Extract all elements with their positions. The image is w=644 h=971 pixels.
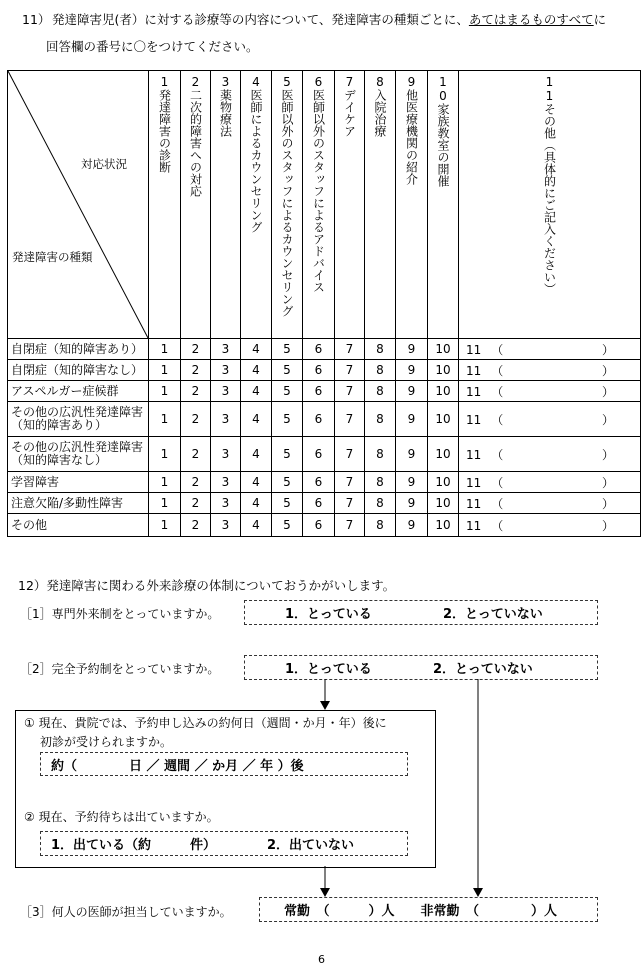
paren-close: ） (601, 384, 614, 399)
paren-open: （ (491, 518, 504, 533)
s3-question: ［3］何人の医師が担当していますか。 (20, 905, 232, 919)
column-header-label: 7デイケア (342, 75, 357, 137)
paren-close: ） (601, 475, 614, 490)
column-header-label: 2二次的障害への対応 (188, 75, 203, 197)
s3-answer[interactable]: 常勤 （ ）人 非常勤 （ ）人 (284, 904, 558, 919)
answer-option-4[interactable]: 4 (241, 402, 272, 437)
other-number: 11 (466, 342, 482, 357)
answer-option-3[interactable]: 3 (211, 360, 241, 381)
answer-option-8[interactable]: 8 (365, 493, 396, 514)
b2-option-1[interactable]: 1．出ている（約 件） (51, 838, 217, 853)
answer-option-7[interactable]: 7 (335, 437, 365, 472)
answer-option-7[interactable]: 7 (335, 339, 365, 360)
b1-question-line2: 初診が受けられますか。 (40, 735, 173, 749)
diag-top-label: 対応状況 (81, 157, 127, 171)
answer-option-6[interactable]: 6 (303, 339, 335, 360)
answer-option-5[interactable]: 5 (272, 472, 303, 493)
answer-option-9[interactable]: 9 (396, 339, 428, 360)
answer-option-4[interactable]: 4 (241, 437, 272, 472)
paren-open: （ (491, 496, 504, 511)
s1-option-2[interactable]: 2．とっていない (443, 607, 543, 622)
other-number: 11 (466, 475, 482, 490)
answer-option-10[interactable]: 10 (428, 437, 459, 472)
answer-option-2[interactable]: 2 (181, 472, 211, 493)
other-number: 11 (466, 412, 482, 427)
answer-option-4[interactable]: 4 (241, 381, 272, 402)
answer-option-10[interactable]: 10 (428, 514, 459, 537)
answer-option-5[interactable]: 5 (272, 493, 303, 514)
answer-option-7[interactable]: 7 (335, 402, 365, 437)
page-number: 6 (318, 953, 325, 966)
answer-option-8[interactable]: 8 (365, 402, 396, 437)
diag-bottom-label: 発達障害の種類 (12, 250, 93, 264)
answer-option-4[interactable]: 4 (241, 472, 272, 493)
answer-option-7[interactable]: 7 (335, 360, 365, 381)
answer-option-1[interactable]: 1 (149, 493, 181, 514)
paren-close: ） (601, 363, 614, 378)
paren-close: ） (601, 342, 614, 357)
answer-option-5[interactable]: 5 (272, 381, 303, 402)
answer-option-8[interactable]: 8 (365, 514, 396, 537)
answer-option-8[interactable]: 8 (365, 437, 396, 472)
answer-option-10[interactable]: 10 (428, 360, 459, 381)
answer-option-1[interactable]: 1 (149, 472, 181, 493)
answer-option-5[interactable]: 5 (272, 402, 303, 437)
s2-option-1[interactable]: 1．とっている (285, 662, 372, 677)
row-label: 自閉症（知的障害なし） (8, 360, 149, 381)
answer-option-5[interactable]: 5 (272, 514, 303, 537)
answer-option-3[interactable]: 3 (211, 514, 241, 537)
answer-option-4[interactable]: 4 (241, 339, 272, 360)
answer-option-6[interactable]: 6 (303, 472, 335, 493)
answer-option-8[interactable]: 8 (365, 381, 396, 402)
q11-text-underlined: あてはまるものすべて (468, 12, 594, 27)
paren-open: （ (491, 447, 504, 462)
paren-open: （ (491, 475, 504, 490)
paren-open: （ (491, 412, 504, 427)
other-number: 11 (466, 384, 482, 399)
answer-option-5[interactable]: 5 (272, 437, 303, 472)
s2-option-2[interactable]: 2．とっていない (433, 662, 533, 677)
row-label: その他 (8, 514, 149, 537)
s3-answer-box (259, 897, 598, 922)
row-label: その他の広汎性発達障害（知的障害なし） (8, 437, 149, 472)
answer-option-9[interactable]: 9 (396, 514, 428, 537)
q11-text-after: に (593, 12, 607, 27)
answer-option-1[interactable]: 1 (149, 437, 181, 472)
answer-option-7[interactable]: 7 (335, 381, 365, 402)
answer-option-8[interactable]: 8 (365, 360, 396, 381)
answer-option-6[interactable]: 6 (303, 402, 335, 437)
answer-option-10[interactable]: 10 (428, 472, 459, 493)
answer-option-9[interactable]: 9 (396, 360, 428, 381)
answer-option-9[interactable]: 9 (396, 381, 428, 402)
paren-open: （ (491, 342, 504, 357)
row-label: 学習障害 (8, 472, 149, 493)
answer-option-6[interactable]: 6 (303, 493, 335, 514)
answer-option-6[interactable]: 6 (303, 381, 335, 402)
q11-number: 11） (22, 12, 51, 27)
column-header-label: 4医師によるカウンセリング (249, 75, 263, 233)
answer-option-4[interactable]: 4 (241, 493, 272, 514)
answer-option-2[interactable]: 2 (181, 360, 211, 381)
b2-option-2[interactable]: 2．出ていない (267, 838, 355, 853)
q12-title: 12）発達障害に関わる外来診療の体制についておうかがいします。 (18, 578, 396, 593)
answer-option-9[interactable]: 9 (396, 493, 428, 514)
answer-option-10[interactable]: 10 (428, 402, 459, 437)
answer-option-2[interactable]: 2 (181, 437, 211, 472)
column-header-label: 11その他（具体的にご記入ください） (542, 75, 557, 295)
answer-option-2[interactable]: 2 (181, 514, 211, 537)
row-label: その他の広汎性発達障害（知的障害あり） (8, 402, 149, 437)
paren-close: ） (601, 496, 614, 511)
paren-close: ） (601, 412, 614, 427)
answer-option-3[interactable]: 3 (211, 381, 241, 402)
answer-option-2[interactable]: 2 (181, 339, 211, 360)
answer-option-5[interactable]: 5 (272, 339, 303, 360)
row-label: 注意欠陥/多動性障害 (8, 493, 149, 514)
b1-answer[interactable]: 約（ 日 ／ 週間 ／ か月 ／ 年 ）後 (51, 758, 304, 774)
answer-option-2[interactable]: 2 (181, 402, 211, 437)
b1-answer-box (40, 752, 408, 776)
answer-option-7[interactable]: 7 (335, 514, 365, 537)
other-number: 11 (466, 447, 482, 462)
answer-option-6[interactable]: 6 (303, 360, 335, 381)
s1-question: ［1］専門外来制をとっていますか。 (20, 607, 220, 621)
paren-close: ） (601, 518, 614, 533)
answer-option-2[interactable]: 2 (181, 493, 211, 514)
paren-close: ） (601, 447, 614, 462)
answer-option-5[interactable]: 5 (272, 360, 303, 381)
answer-option-3[interactable]: 3 (211, 493, 241, 514)
answer-option-3[interactable]: 3 (211, 402, 241, 437)
answer-option-9[interactable]: 9 (396, 437, 428, 472)
answer-option-1[interactable]: 1 (149, 339, 181, 360)
answer-option-4[interactable]: 4 (241, 514, 272, 537)
answer-option-3[interactable]: 3 (211, 339, 241, 360)
column-header-label: 6医師以外のスタッフによるアドバイス (311, 75, 326, 293)
other-number: 11 (466, 363, 482, 378)
answer-option-6[interactable]: 6 (303, 437, 335, 472)
column-header-label: 8入院治療 (373, 75, 387, 137)
answer-option-9[interactable]: 9 (396, 402, 428, 437)
column-header-label: 9他医療機関の紹介 (404, 75, 419, 185)
answer-option-1[interactable]: 1 (149, 402, 181, 437)
answer-option-7[interactable]: 7 (335, 472, 365, 493)
answer-option-4[interactable]: 4 (241, 360, 272, 381)
row-label: アスペルガー症候群 (8, 381, 149, 402)
answer-option-1[interactable]: 1 (149, 514, 181, 537)
answer-option-8[interactable]: 8 (365, 472, 396, 493)
column-header-label: 5医師以外のスタッフによるカウンセリング (280, 75, 294, 317)
answer-option-10[interactable]: 10 (428, 381, 459, 402)
q11-line2: 回答欄の番号に〇をつけてください。 (46, 39, 259, 54)
answer-option-3[interactable]: 3 (211, 437, 241, 472)
answer-option-1[interactable]: 1 (149, 360, 181, 381)
s1-option-1[interactable]: 1．とっている (285, 607, 372, 622)
answer-option-2[interactable]: 2 (181, 381, 211, 402)
row-label: 自閉症（知的障害あり） (8, 339, 149, 360)
b1-question-line1: ① 現在、貴院では、予約申し込みの約何日（週間・か月・年）後に (24, 716, 387, 730)
paren-open: （ (491, 363, 504, 378)
column-header-label: 10家族教室の開催 (436, 75, 450, 187)
other-number: 11 (466, 496, 482, 511)
answer-option-10[interactable]: 10 (428, 339, 459, 360)
answer-option-9[interactable]: 9 (396, 472, 428, 493)
answer-option-8[interactable]: 8 (365, 339, 396, 360)
q11-text-before: 発達障害児(者）に対する診療等の内容について、発達障害の種類ごとに、 (52, 12, 469, 27)
column-header-label: 1発達障害の診断 (157, 75, 172, 173)
column-header-label: 3薬物療法 (218, 75, 233, 137)
s2-question: ［2］完全予約制をとっていますか。 (20, 662, 220, 676)
paren-open: （ (491, 384, 504, 399)
answer-option-3[interactable]: 3 (211, 472, 241, 493)
answer-option-7[interactable]: 7 (335, 493, 365, 514)
answer-option-1[interactable]: 1 (149, 381, 181, 402)
answer-option-10[interactable]: 10 (428, 493, 459, 514)
b2-answer-box (40, 831, 408, 856)
b2-question: ② 現在、予約待ちは出ていますか。 (24, 810, 219, 824)
answer-option-6[interactable]: 6 (303, 514, 335, 537)
other-number: 11 (466, 518, 482, 533)
